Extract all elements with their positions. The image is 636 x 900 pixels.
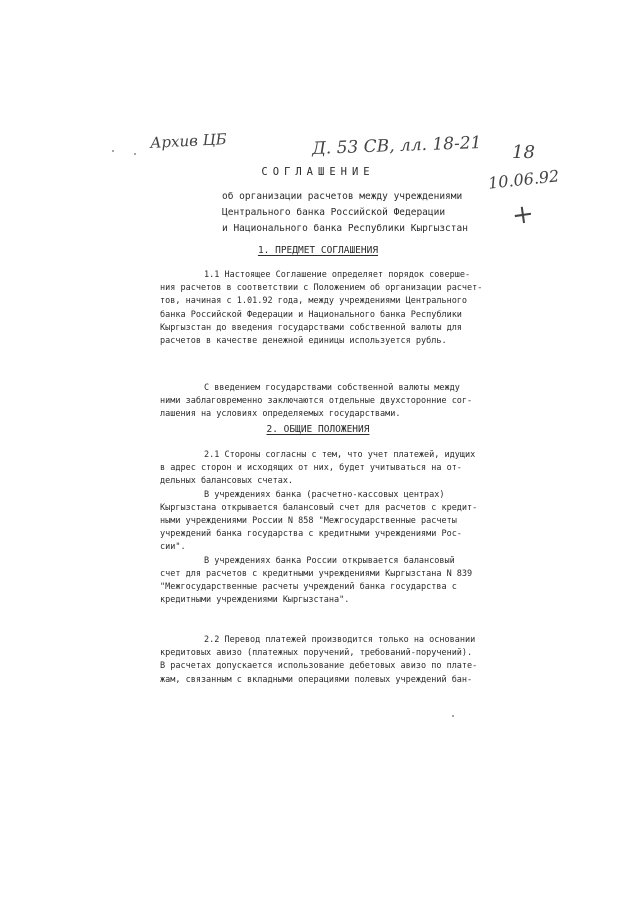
text-line: кредитными учреждениями Кыргызстана". [160, 595, 350, 606]
document-subtitle [222, 189, 482, 237]
text-line: 2.1 Стороны согласны с тем, что учет платежей, идущих [204, 450, 476, 460]
text-line: жам, связанным с вкладными операциями полевых учреждений бан- [160, 674, 473, 685]
scan-speck [452, 715, 454, 717]
text-line: ными учреждениями России N 858 "Межгосударственные расчеты [160, 516, 457, 527]
text-line: счет для расчетов с кредитными учреждениями Кыргызстана N 839 [160, 568, 473, 579]
subtitle-line: об организации расчетов между учреждениями [222, 191, 463, 202]
text-line: расчетов в качестве денежной единицы используется рубль. [160, 336, 447, 347]
document-title: СОГЛАШЕНИЕ [261, 166, 375, 178]
subtitle-line: Центрального банка Российской Федерации [222, 207, 446, 218]
scan-speck [134, 153, 136, 155]
text-line: В расчетах допускается использование дебетовых авизо по плате- [160, 661, 478, 672]
text-line: Кыргызстана открывается балансовый счет для расчетов с кредит- [160, 502, 478, 513]
text-line: банка Российской Федерации и Национального банка Республики [160, 309, 462, 320]
text-line: лашения на условиях определяемых государствами. [160, 409, 401, 420]
text-line: тов, начиная с 1.01.92 года, между учреждениями Центрального [160, 296, 468, 307]
section-1-heading: 1. ПРЕДМЕТ СОГЛАШЕНИЯ [257, 245, 379, 256]
handwritten-archive-note: Архив ЦБ [149, 130, 228, 152]
handwritten-reference-note: Д. 53 СВ, лл. 18-21 [311, 133, 482, 159]
text-line: Кыргызстан до введения государствами собственной валюты для [160, 322, 462, 333]
text-line: "Межгосударственные расчеты учреждений банка государства с [160, 582, 457, 593]
section-2-paragraph-1 [160, 449, 500, 607]
handwritten-date: 10.06.92 [487, 166, 561, 193]
text-line: С введением государствами собственной валюты между [204, 383, 460, 393]
section-2-paragraph-2 [160, 634, 500, 687]
text-line: сии". [160, 542, 186, 553]
section-2-heading: 2. ОБЩИЕ ПОЛОЖЕНИЯ [266, 424, 370, 435]
text-line: ния расчетов в соответствии с Положением об организации расчет- [160, 283, 483, 294]
section-1-paragraph-2 [160, 382, 500, 422]
text-line: В учреждениях банка России открывается балансовый [204, 555, 455, 566]
text-line: 2.2 Перевод платежей производится только на основании [204, 635, 476, 645]
subtitle-line: и Национального банка Республики Кыргызстан [222, 223, 468, 234]
text-line: кредитовых авизо (платежных поручений, требований-поручений). [160, 648, 473, 659]
scan-speck [112, 150, 114, 152]
text-line: 1.1 Настоящее Соглашение определяет порядок соверше- [204, 270, 471, 280]
handwritten-sheet-number: 18 [512, 142, 535, 163]
text-line: ними заблаговременно заключаются отдельные двухсторонние сог- [160, 396, 473, 407]
text-line: в адрес сторон и исходящих от них, будет учитываться на от- [160, 463, 462, 474]
text-line: дельных балансовых счетах. [160, 476, 294, 487]
text-line: учреждений банка государства с кредитными учреждениями Рос- [160, 529, 462, 540]
handwritten-plus-mark: + [510, 198, 536, 232]
section-1-paragraph-1 [160, 269, 500, 348]
text-line: В учреждениях банка (расчетно-кассовых центрах) [204, 489, 445, 500]
